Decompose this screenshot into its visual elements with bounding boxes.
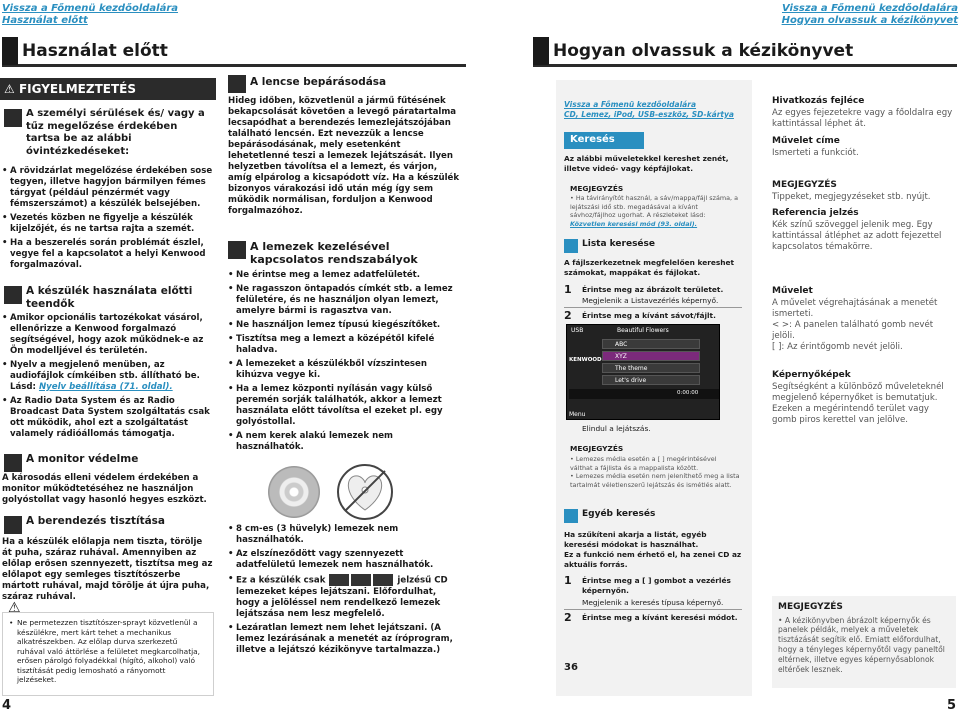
list-item: • A nem kerek alakú lemezek nem használhatók. (228, 431, 460, 453)
sample-screenshot (566, 324, 720, 420)
title-marker (2, 37, 18, 65)
sec4-text: Ha a készülék előlapja nem tiszta, törölje át puha, száraz ruhával. Amennyiben az előlap erősen szennyezett, tisztítsa meg az előlapot egy semleges tisztítószerbe mártott ruhával, majd törölje át újra puha, száraz ruhával. (2, 537, 213, 602)
list-item: • Ha a lemez központi nyílásán vagy külső peremén sorják találhatók, akkor a lemezt használata előtt távolítsa el ezeket pl. egy golyóstollal. (228, 384, 460, 428)
section-link-right[interactable]: Hogyan olvassuk a kézikönyvet (781, 15, 958, 26)
section-marker (4, 454, 22, 472)
legend-head: Képernyőképek (772, 370, 851, 380)
sec6-list (228, 270, 460, 456)
sample-ostep1-sub: Megjelenik a keresés típusa képernyő. (582, 598, 724, 607)
section-marker (4, 109, 22, 127)
list-item: • Lemezes média esetén nem jeleníthető meg a lista tartalmát véletlenszerű lejátszás és ismétlés alatt. (570, 472, 740, 489)
section-heading (4, 108, 214, 158)
sample-note1: • Ha távirányítót használ, a sáv/mappa/fájl száma, a lejátszási idő stb. megadásával a kívánt sávhoz/fájlhoz ugorhat. A részleteket lásd: Közvetlen keresési mód (93. oldal). (570, 194, 739, 228)
legend-text: Kék színű szöveggel jelenik meg. Egy kattintással átléphet az adott fejezettel kapcsolatos témakörre. (772, 219, 942, 252)
section-heading (4, 285, 214, 311)
sample-step2-sub: Elindul a lejátszás. (582, 424, 651, 433)
section-heading (228, 240, 458, 266)
sample-search-intro: Az alábbi műveletekkel kereshet zenét, illetve videó- vagy képfájlokat. (564, 154, 729, 173)
list-item: • Amikor opcionális tartozékokat vásárol, ellenőrizze a Kenwood forgalmazó segítségével, hogy azok működnek-e az Ön modelljével és területén. (2, 313, 214, 357)
warning-title: FIGYELMEZTETÉS (18, 82, 136, 96)
caution-note-text: • Ne permetezzen tisztítószer-sprayt közvetlenül a készülékre, mert kárt tehet a mechanikus alkatrészekben. Az előlap durva szerkezetű ruhával való áttörlése a felületet megkarcolhatja, erősen párolgó folyadékkal (hígító, alkohol) való tisztítását pedig lemosható a rányomott jelzéseket. (9, 618, 207, 685)
legend-item (772, 136, 956, 159)
sec4-title: A berendezés tisztítása (26, 515, 166, 527)
list-item (2, 360, 214, 393)
list-item: • 8 cm-es (3 hüvelyk) lemezek nem használhatók. (228, 524, 460, 546)
direct-search-link[interactable]: Közvetlen keresési mód (93. oldal). (570, 219, 698, 228)
home-link-left[interactable]: Vissza a Főmenü kezdőoldalára (2, 3, 179, 14)
bottom-note-text: • A kézikönyvben ábrázolt képernyők és panelek példák, melyek a műveletek tisztázását segítik elő. Emiatt előfordulhat, hogy a tényleges képernyőtől vagy paneltől eltérnek, illetve egyes képernyősablonok eltérőek lesznek. (778, 615, 945, 674)
step-number: 1 (564, 283, 572, 296)
screen-time: 0:00:00 (677, 390, 699, 396)
list-item: • A lemezeket a készülékből vízszintesen kihúzva vegye ki. (228, 359, 460, 381)
section-heading (4, 453, 214, 472)
sec1-title: A személyi sérülések és/ vagy a tűz megelőzése érdekében tartsa be az alábbi óvintézkedéseket: (26, 108, 205, 157)
sec3-title: A monitor védelme (26, 453, 139, 465)
section-link-left[interactable]: Használat előtt (2, 15, 88, 26)
legend-text: Tippeket, megjegyzéseket stb. nyújt. (772, 191, 931, 202)
right-page-title-bar (533, 37, 957, 67)
sample-other-heading (564, 508, 744, 523)
sample-step2: Érintse meg a kívánt sávot/fájlt. (582, 311, 716, 320)
legend-item (772, 180, 956, 203)
list-item-text: Nyelv a megjelenő menüben, az audiofájlok címkéiben stb. állítható be. Lásd: (10, 360, 200, 392)
sample-section-link[interactable]: CD, Lemez, iPod, USB-eszköz, SD-kártya (564, 110, 734, 119)
list-item: • Vezetés közben ne figyelje a készülék kijelzőjét, és ne tartsa rajta a szemét. (2, 213, 214, 235)
list-item (228, 574, 460, 620)
sample-step1: Érintse meg az ábrázolt területet. (582, 285, 724, 294)
list-item: • Az elszíneződött vagy szennyezett adatfelületű lemezek nem használhatók. (228, 549, 460, 571)
list-item-text: Előfordulhat, hogy a jelöléssel nem rendelkező lemezek lejátszása nem lesz megfelelő. (236, 586, 441, 619)
list-item-text: Lemezes média esetén nem jeleníthető meg a lista tartalmát véletlenszerű lejátszás és ismétlés alatt. (570, 472, 740, 489)
sample-search-heading: Keresés (564, 132, 644, 149)
sample-list-heading (564, 238, 744, 253)
screen-title: Beautiful Flowers (617, 327, 669, 334)
legend-head: Hivatkozás fejléce (772, 96, 865, 106)
section-marker (228, 75, 246, 93)
divider (564, 609, 742, 610)
legend-item (772, 286, 956, 353)
list-item: • Tisztítsa meg a lemezt a középétől kifelé haladva. (228, 334, 460, 356)
page-number-left: 4 (2, 698, 12, 713)
legend-item (772, 96, 956, 130)
bottom-note-head: MEGJEGYZÉS (778, 602, 843, 612)
sample-page-number: 36 (564, 662, 578, 673)
left-page-title: Használat előtt (22, 41, 168, 61)
step-number: 1 (564, 574, 572, 587)
sec5-text: Hideg időben, közvetlenül a jármű fűtésének bekapcsolását követően a levegő páratartalma lecsapódhat a berendezés lemezlejátszójában található lencsén. Ezt nevezzük a lencse bepárásodásának, mely esetenként lehetetlenné teszi a lemezek lejátszását. Ilyen helyzetben távolítsa el a lemezt, és várjon, amíg elpárolog a kicsapódott víz. Ha a készülék bizonyos várakozási idő után még így sem működik normálisan, forduljon a Kenwood forgalmazóhoz. (228, 96, 460, 216)
caution-icon: ⚠ (8, 600, 21, 616)
cd-logo-icon (329, 574, 349, 586)
step-number: 2 (564, 309, 572, 322)
top-nav-right (782, 3, 958, 27)
step-number: 2 (564, 611, 572, 624)
section-marker (4, 516, 22, 534)
list-item-text: Ez a készülék csak (236, 575, 326, 586)
divider (564, 307, 742, 308)
title-marker (533, 37, 549, 65)
section-heading (4, 515, 214, 534)
sample-other-intro: Ha szűkíteni akarja a listát, egyéb keresési módokat is használhat. (564, 530, 707, 549)
sample-step1-sub: Megjelenik a Listavezérlés képernyő. (582, 296, 719, 305)
legend-text: Az egyes fejezetekre vagy a főoldalra egy kattintással léphet át. (772, 107, 953, 129)
sec5-title: A lencse bepárásodása (250, 76, 387, 88)
sample-ostep1: Érintse meg a [ ] gombot a vezérlés képernyőn. (582, 576, 731, 595)
sec6-title: A lemezek kezelésével kapcsolatos rendszabályok (250, 240, 418, 266)
screen-list-row[interactable]: Let's drive (602, 375, 700, 385)
legend-text: Ismerteti a funkciót. (772, 147, 859, 158)
list-item: • A rövidzárlat megelőzése érdekében sose tegyen, illetve hagyjon bármilyen fémes tárgyat (például pénzérmét vagy fémszerszámot) a készülék belsejében. (2, 166, 214, 210)
list-item: • Ne használjon lemez típusú kiegészítőket. (228, 320, 460, 331)
sample-ostep2: Érintse meg a kívánt keresési módot. (582, 613, 738, 622)
legend-text: Segítségként a különböző műveleteknél megjelenő képernyőket is bemutatjuk. Ezeken a megérintendő terület vagy gomb piros kerettel van jelölve. (772, 381, 944, 425)
list-item: • Az Radio Data System és az Radio Broadcast Data System szolgáltatás csak ott működik, ahol ezt a szolgáltatást valamely rádióállomás támogatja. (2, 396, 214, 440)
legend-item (772, 370, 956, 426)
legend-symbol-panel: < >: A panelen található gomb nevét jelöli. (772, 319, 934, 341)
section-marker (228, 241, 246, 259)
page-number-right: 5 (946, 698, 956, 713)
warning-icon: ⚠ (4, 82, 15, 96)
sec3-text: A károsodás elleni védelem érdekében a monitor működtetéséhez ne használjon golyóstollat vagy hasonló hegyes eszközt. (2, 473, 207, 505)
section-marker (564, 509, 578, 523)
sample-note2-head: MEGJEGYZÉS (570, 444, 624, 453)
cd-text-logo-icon (351, 574, 371, 586)
list-item: • Lemezes média esetén a [ ] megérintésével válthat a fájlista és a mappalista között. (570, 455, 717, 472)
right-page-title: Hogyan olvassuk a kézikönyvet (553, 41, 854, 61)
screen-brand: KENWOOD (569, 357, 602, 363)
list-item: • Lezáratlan lemezt nem lehet lejátszani. (A lemez lezárásának a menetét az íróprogram, illetve a lejátszó kézikönyve tartalmazza.) (228, 623, 460, 656)
language-settings-link[interactable]: Nyelv beállítása (71. oldal). (38, 382, 173, 392)
sample-other-note: Ez a funkció nem érhető el, ha zenei CD az aktuális forrás. (564, 550, 742, 569)
legend-head: Művelet címe (772, 136, 840, 146)
sample-note1-head: MEGJEGYZÉS (570, 184, 624, 193)
heart-disc-illustration (336, 462, 394, 520)
legend-symbol-touch: [ ]: Az érintőgomb nevét jelöli. (772, 341, 903, 352)
sample-note2 (570, 455, 740, 489)
sec2-title: A készülék használata előtti teendők (26, 285, 193, 310)
list-item-text: jelzésű CD lemezeket képes lejátszani. (236, 575, 448, 597)
sample-note1-text: Ha távirányítót használ, a sáv/mappa/fájl száma, a lejátszási idő stb. megadásával a kívánt sávhoz/fájlhoz ugorhat. A részleteket lásd: (570, 194, 739, 219)
sample-list-intro: A fájlszerkezetnek megfelelően kereshet számokat, mappákat és fájlokat. (564, 258, 735, 277)
screen-list-row[interactable]: The theme (602, 363, 700, 373)
sample-nav (564, 100, 742, 120)
list-item: • Ne érintse meg a lemez adatfelületét. (228, 270, 460, 281)
sample-other-title: Egyéb keresés (582, 509, 656, 519)
screen-source-label: USB (571, 327, 584, 334)
list-item-text: Lemezes média esetén a [ ] megérintésével válthat a fájlista és a mappalista között. (570, 455, 717, 472)
legend-text: A művelet végrehajtásának a menetét ismerteti. (772, 297, 938, 319)
legend-head: Referencia jelzés (772, 208, 859, 218)
legend-head: MEGJEGYZÉS (772, 180, 837, 190)
bottom-note (772, 596, 956, 688)
home-link-right[interactable]: Vissza a Főmenü kezdőoldalára (781, 3, 958, 14)
legend-item (772, 208, 956, 253)
disc-illustration (268, 466, 320, 518)
sample-home-link[interactable]: Vissza a Főmenü kezdőoldalára (564, 100, 697, 109)
section-marker (4, 286, 22, 304)
top-nav-left (2, 3, 178, 27)
caution-note (2, 612, 214, 696)
sample-list-title: Lista keresése (582, 239, 655, 249)
legend-head: Művelet (772, 286, 813, 296)
sec7-list (228, 524, 460, 659)
screen-list-row[interactable]: XYZ (602, 351, 700, 361)
sec2-list (2, 313, 214, 443)
list-item: • Ha a beszerelés során problémát észlel, vegye fel a kapcsolatot a helyi Kenwood forgalmazóval. (2, 238, 214, 271)
left-page-title-bar (2, 37, 466, 67)
warning-banner (0, 78, 216, 100)
bottom-note-body: A kézikönyvben ábrázolt képernyők és panelek példák, melyek a műveletek tisztázását segítik elő. Emiatt előfordulhat, hogy a tényleges képernyőtől vagy paneltől eltérnek, illetve egyes képernyősablonok eltérőek lesznek. (778, 615, 945, 674)
screen-menu-button[interactable]: Menu (569, 411, 586, 418)
cd-rw-logo-icon (373, 574, 393, 586)
section-heading (228, 74, 458, 93)
section-marker (564, 239, 578, 253)
list-item: • Ne ragasszon öntapadós címkét stb. a lemez felületére, és ne használjon olyan lemezt, amelyre bármi is ragasztva van. (228, 284, 460, 317)
sec1-list (2, 166, 214, 274)
screen-list-row[interactable]: ABC (602, 339, 700, 349)
